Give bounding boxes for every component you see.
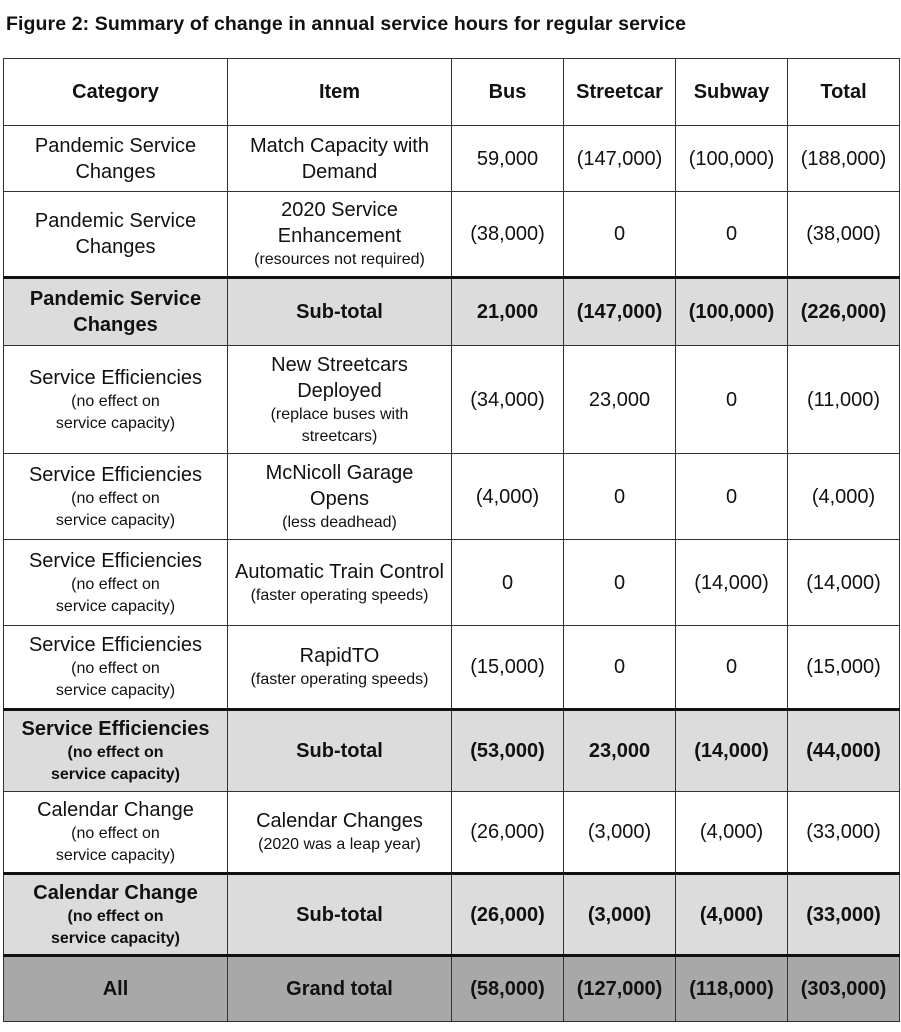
category-note: (no effect on service capacity) — [51, 907, 180, 947]
item-label: Automatic Train Control — [235, 560, 444, 583]
streetcar-value: 23,000 — [564, 346, 676, 454]
subway-value: (100,000) — [676, 278, 788, 346]
total-value: (14,000) — [788, 540, 900, 626]
subway-value: (14,000) — [676, 540, 788, 626]
item-label: Calendar Changes — [256, 810, 423, 832]
item-label: 2020 Service Enhancement — [277, 199, 402, 247]
subway-value: 0 — [676, 192, 788, 278]
item-cell — [228, 956, 452, 1022]
item-cell — [228, 792, 452, 874]
table-row — [4, 126, 900, 192]
streetcar-value: (3,000) — [564, 792, 676, 874]
category-label: Pandemic Service Changes — [29, 288, 202, 336]
header-bus: Bus — [452, 59, 564, 126]
item-label: RapidTO — [299, 645, 380, 667]
item-note: (resources not required) — [254, 251, 425, 268]
category-note: (no effect on service capacity) — [55, 392, 176, 432]
category-label: Calendar Change — [37, 799, 194, 821]
category-label: Service Efficiencies — [28, 634, 203, 656]
category-label: Service Efficiencies — [28, 366, 203, 389]
streetcar-value: 0 — [564, 540, 676, 626]
category-cell — [4, 792, 228, 874]
bus-value: 59,000 — [452, 126, 564, 192]
header-subway: Subway — [676, 59, 788, 126]
item-cell — [228, 454, 452, 540]
item-cell — [228, 540, 452, 626]
category-note: (no effect on service capacity) — [51, 744, 180, 783]
bus-value: 0 — [452, 540, 564, 626]
category-label: Calendar Change — [33, 881, 198, 904]
total-value: (4,000) — [788, 454, 900, 540]
total-value: (33,000) — [788, 874, 900, 956]
streetcar-value: 0 — [564, 454, 676, 540]
category-cell — [4, 626, 228, 710]
bus-value: (53,000) — [452, 710, 564, 792]
subtotal-row — [4, 710, 900, 792]
total-value: (303,000) — [788, 956, 900, 1022]
item-label: Sub-total — [296, 301, 383, 323]
header-item: Item — [228, 59, 452, 126]
bus-value: (34,000) — [452, 346, 564, 454]
category-note: (no effect on service capacity) — [55, 575, 176, 615]
item-cell — [228, 346, 452, 454]
header-streetcar: Streetcar — [564, 59, 676, 126]
category-cell — [4, 346, 228, 454]
bus-value: (58,000) — [452, 956, 564, 1022]
item-label: Match Capacity with Demand — [250, 134, 429, 183]
table-row — [4, 626, 900, 710]
category-label: All — [102, 978, 129, 1000]
category-cell — [4, 540, 228, 626]
total-value: (15,000) — [788, 626, 900, 710]
bus-value: (26,000) — [452, 874, 564, 956]
subway-value: (100,000) — [676, 126, 788, 192]
subway-value: (118,000) — [676, 956, 788, 1022]
table-row — [4, 454, 900, 540]
category-cell — [4, 710, 228, 792]
table-row — [4, 792, 900, 874]
item-cell — [228, 710, 452, 792]
item-note: (2020 was a leap year) — [258, 836, 421, 853]
streetcar-value: 0 — [564, 626, 676, 710]
category-cell — [4, 454, 228, 540]
subway-value: 0 — [676, 454, 788, 540]
item-label: Sub-total — [296, 903, 383, 926]
category-cell — [4, 956, 228, 1022]
bus-value: (4,000) — [452, 454, 564, 540]
item-label: New Streetcars Deployed — [271, 353, 408, 402]
item-cell — [228, 278, 452, 346]
bus-value: (38,000) — [452, 192, 564, 278]
table-row — [4, 192, 900, 278]
category-cell — [4, 192, 228, 278]
subway-value: (14,000) — [676, 710, 788, 792]
category-label: Service Efficiencies — [28, 463, 203, 486]
item-note: (replace buses with streetcars) — [270, 405, 409, 445]
category-cell — [4, 874, 228, 956]
category-label: Service Efficiencies — [21, 718, 210, 740]
streetcar-value: (147,000) — [564, 126, 676, 192]
grand-total-row — [4, 956, 900, 1022]
bus-value: 21,000 — [452, 278, 564, 346]
bus-value: (15,000) — [452, 626, 564, 710]
category-note: (no effect on service capacity) — [55, 489, 176, 529]
item-note: (faster operating speeds) — [250, 586, 429, 604]
category-note: (no effect on service capacity) — [55, 660, 176, 699]
total-value: (44,000) — [788, 710, 900, 792]
streetcar-value: 0 — [564, 192, 676, 278]
item-cell — [228, 626, 452, 710]
streetcar-value: 23,000 — [564, 710, 676, 792]
service-hours-table — [3, 58, 900, 1022]
streetcar-value: (127,000) — [564, 956, 676, 1022]
table-row — [4, 346, 900, 454]
subway-value: (4,000) — [676, 792, 788, 874]
header-category: Category — [4, 59, 228, 126]
item-label: McNicoll Garage Opens — [265, 461, 414, 510]
category-note: (no effect on service capacity) — [55, 825, 176, 864]
subway-value: 0 — [676, 626, 788, 710]
total-value: (226,000) — [788, 278, 900, 346]
subway-value: 0 — [676, 346, 788, 454]
category-cell — [4, 278, 228, 346]
item-note: (faster operating speeds) — [250, 671, 429, 688]
category-label: Service Efficiencies — [28, 549, 203, 572]
bus-value: (26,000) — [452, 792, 564, 874]
subtotal-row — [4, 874, 900, 956]
header-row — [4, 59, 900, 126]
total-value: (33,000) — [788, 792, 900, 874]
item-label: Grand total — [286, 978, 393, 1000]
figure-title: Figure 2: Summary of change in annual service hours for regular service — [6, 13, 687, 35]
item-label: Sub-total — [296, 740, 383, 762]
item-cell — [228, 874, 452, 956]
subway-value: (4,000) — [676, 874, 788, 956]
streetcar-value: (3,000) — [564, 874, 676, 956]
category-cell — [4, 126, 228, 192]
item-cell — [228, 192, 452, 278]
total-value: (188,000) — [788, 126, 900, 192]
item-note: (less deadhead) — [282, 513, 397, 531]
streetcar-value: (147,000) — [564, 278, 676, 346]
total-value: (38,000) — [788, 192, 900, 278]
item-cell — [228, 126, 452, 192]
header-total: Total — [788, 59, 900, 126]
total-value: (11,000) — [788, 346, 900, 454]
category-label: Pandemic Service Changes — [34, 134, 197, 183]
table-row — [4, 540, 900, 626]
subtotal-row — [4, 278, 900, 346]
category-label: Pandemic Service Changes — [34, 210, 197, 258]
